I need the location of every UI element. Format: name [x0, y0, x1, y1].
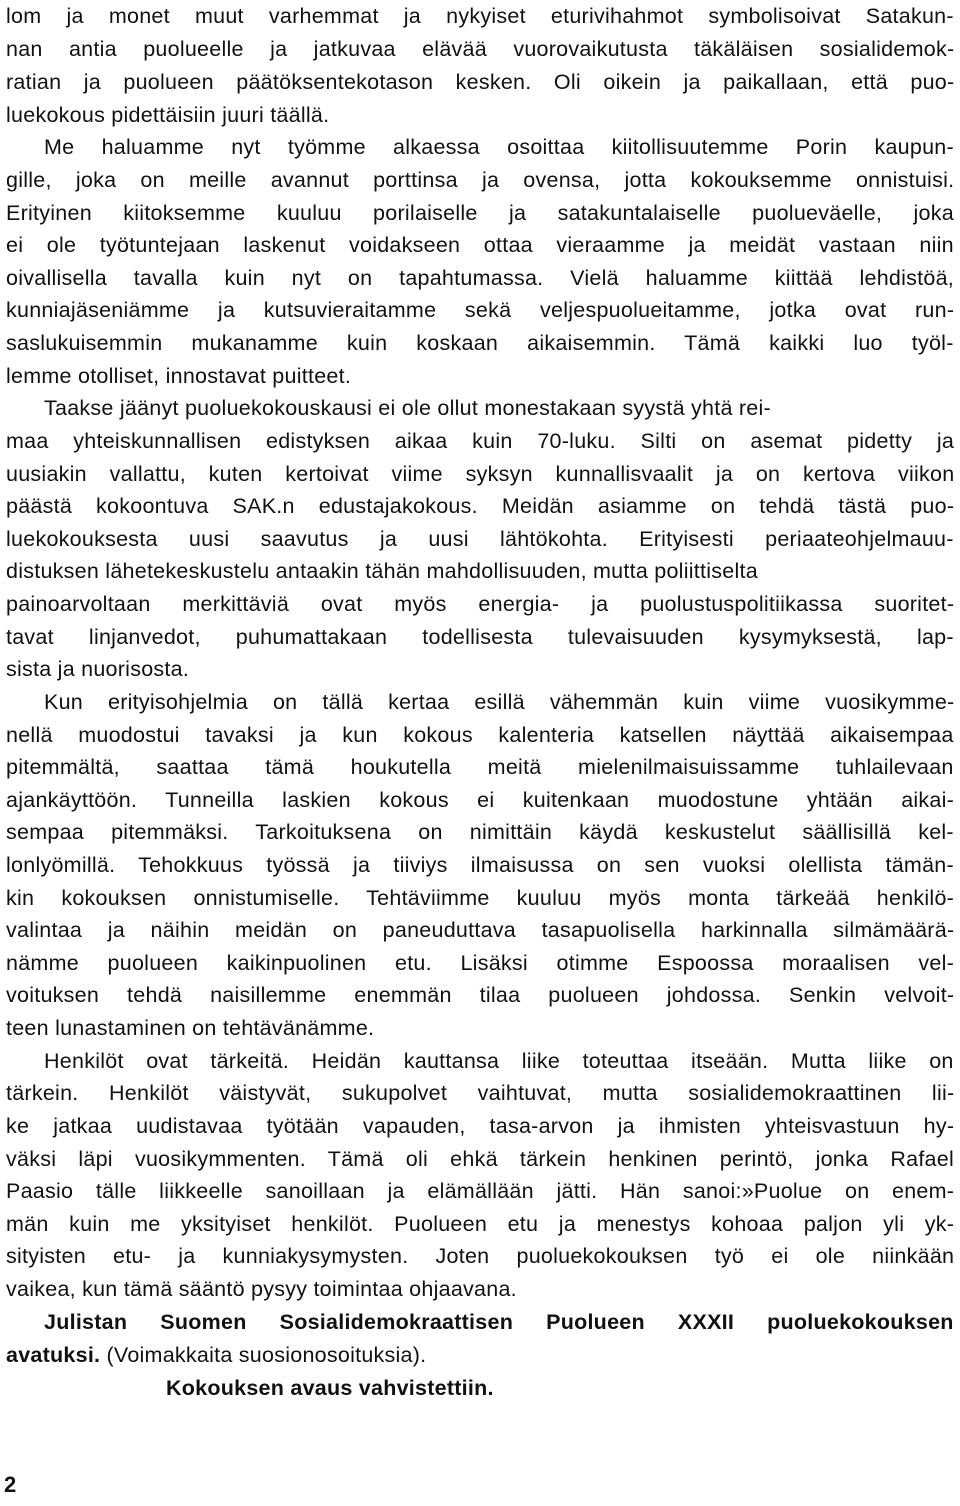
text-line-content: vaikea, kun tämä sääntö pysyy toimintaa ohjaavana. [6, 1277, 517, 1301]
text-line [6, 229, 954, 261]
text-line-content: kin kokouksen onnistumiselle. Tehtäviimme kuuluu myös monta tärkeää henkilö- [6, 886, 955, 910]
text-line-content: Kun erityisohjelmia on tällä kertaa esillä vähemmän kuin viime vuosikymme- [44, 690, 955, 714]
text-line-content: väksi läpi vuosikymmenten. Tämä oli ehkä tärkein henkinen perintö, jonka Rafael [6, 1147, 954, 1171]
text-line [6, 197, 954, 229]
text-line [6, 555, 758, 587]
text-line-continuation: (Voimakkaita suosionosoituksia). [100, 1343, 427, 1367]
text-line [6, 262, 954, 294]
text-line-content: Erityinen kiitoksemme kuuluu porilaiselle ja satakuntalaiselle puolueväelle, joka [6, 201, 954, 225]
text-line [6, 784, 954, 816]
text-line-content: ei ole työtuntejaan laskenut voidakseen ottaa vieraamme ja meidät vastaan niin [6, 233, 954, 257]
text-line [6, 360, 351, 392]
text-line-content: distuksen lähetekeskustelu antaakin tähän mahdollisuuden, mutta poliittiselta [6, 559, 758, 583]
text-line-content: Henkilöt ovat tärkeitä. Heidän kauttansa liike toteuttaa itseään. Mutta liike on [44, 1049, 954, 1073]
text-line [6, 882, 954, 914]
text-line [44, 131, 954, 163]
text-line-content: luekokouksesta uusi saavutus ja uusi lähtökohta. Erityisesti periaateohjelmauu- [6, 527, 954, 551]
text-line-content: nämme puolueen kaikinpuolinen etu. Lisäksi otimme Espoossa moraalisen vel- [6, 951, 955, 975]
text-line-content: Julistan Suomen Sosialidemokraattisen Puolueen XXXII puoluekokouksen [44, 1310, 954, 1334]
text-line [6, 914, 954, 946]
text-line [6, 1339, 426, 1371]
text-line [6, 1208, 954, 1240]
text-line [6, 1110, 954, 1142]
text-line-content: Taakse jäänyt puoluekokouskausi ei ole ollut monestakaan syystä yhtä rei- [44, 396, 771, 420]
text-line [44, 1306, 954, 1338]
text-line-content: sempaa pitemmäksi. Tarkoituksena on nimittäin käydä keskustelut säällisillä kel- [6, 820, 954, 844]
text-line [6, 0, 954, 32]
text-line [6, 979, 954, 1011]
text-line-content: kunniajäseniämme ja kutsuvieraitamme sekä veljespuolueitamme, jotka ovat run- [6, 298, 955, 322]
text-line-content: uusiakin vallattu, kuten kertoivat viime syksyn kunnallisvaalit ja on kertova viikon [6, 462, 955, 486]
text-line-content: oivallisella tavalla kuin nyt on tapahtumassa. Vielä haluamme kiittää lehdistöä, [6, 266, 955, 290]
text-line-content: painoarvoltaan merkittäviä ovat myös energia- ja puolustuspolitiikassa suoritet- [6, 592, 955, 616]
text-line [6, 33, 954, 65]
text-line [6, 1143, 954, 1175]
text-line-content: gille, joka on meille avannut porttinsa ja ovensa, jotta kokouksemme onnistuisi. [6, 168, 955, 192]
text-line-content: päästä kokoontuva SAK.n edustajakokous. Meidän asiamme on tehdä tästä puo- [6, 494, 955, 518]
text-line-content: Paasio tälle liikkeelle sanoillaan ja elämällään jätti. Hän sanoi:»Puolue on enem- [6, 1179, 955, 1203]
page-number: 2 [4, 1472, 17, 1497]
text-line-content: nellä muodostui tavaksi ja kun kokous kalenteria katsellen näyttää aikaisempaa [6, 723, 954, 747]
text-line [6, 99, 329, 131]
text-line-content: lonlyömillä. Tehokkuus työssä ja tiiviys ilmaisussa on sen vuoksi olellista tämän- [6, 853, 954, 877]
text-line [6, 947, 954, 979]
text-line [6, 816, 954, 848]
text-line [6, 588, 954, 620]
text-line-content: maa yhteiskunnallisen edistyksen aikaa kuin 70-luku. Silti on asemat pidetty ja [6, 429, 955, 453]
text-line-content: lemme otolliset, innostavat puitteet. [6, 364, 352, 388]
text-line [6, 1077, 954, 1109]
text-line [6, 849, 954, 881]
text-line-content: tavat linjanvedot, puhumattakaan todellisesta tulevaisuuden kysymyksestä, lap- [6, 625, 954, 649]
text-line [6, 621, 954, 653]
text-line-content: luekokous pidettäisiin juuri täällä. [6, 103, 330, 127]
text-line-content: ke jatkaa uudistavaa työtään vapauden, tasa-arvon ja ihmisten yhteisvastuun hy- [6, 1114, 955, 1138]
text-line [6, 751, 954, 783]
text-line [166, 1372, 494, 1404]
text-line [44, 1045, 954, 1077]
text-line [6, 1240, 954, 1272]
text-line [6, 523, 954, 555]
text-line-content: voituksen tehdä naisillemme enemmän tilaa puolueen johdossa. Senkin velvoit- [6, 983, 955, 1007]
text-line [6, 66, 954, 98]
text-line-content: ajankäyttöön. Tunneilla laskien kokous ei kuitenkaan muodostune yhtään aikai- [6, 788, 955, 812]
text-line-content: Kokouksen avaus vahvistettiin. [166, 1376, 494, 1400]
text-line-content: avatuksi. [6, 1343, 101, 1367]
text-line [6, 653, 189, 685]
text-line-content: sityisten etu- ja kunniakysymysten. Joten puoluekokouksen työ ei ole niinkään [6, 1244, 955, 1268]
text-line-content: ratian ja puolueen päätöksentekotason kesken. Oli oikein ja paikallaan, että puo- [6, 70, 955, 94]
text-line-content: lom ja monet muut varhemmat ja nykyiset eturivihahmot symbolisoivat Satakun- [6, 4, 954, 28]
text-line [6, 1175, 954, 1207]
text-line [6, 1012, 374, 1044]
text-line [6, 327, 954, 359]
text-line-content: Me haluamme nyt työmme alkaessa osoittaa kiitollisuutemme Porin kaupun- [44, 135, 954, 159]
text-line [44, 392, 771, 424]
text-line-content: pitemmältä, saattaa tämä houkutella meitä mielenilmaisuissamme tuhlailevaan [6, 755, 954, 779]
text-line [6, 425, 954, 457]
text-line [6, 458, 954, 490]
text-line-content: män kuin me yksityiset henkilöt. Puolueen etu ja menestys kohoaa paljon yli yk- [6, 1212, 955, 1236]
text-line-content: saslukuisemmin mukanamme kuin koskaan aikaisemmin. Tämä kaikki luo työl- [6, 331, 954, 355]
text-line [6, 490, 954, 522]
text-line [6, 294, 954, 326]
text-line [6, 719, 954, 751]
text-line-content: sista ja nuorisosta. [6, 657, 190, 681]
text-line-content: tärkein. Henkilöt väistyvät, sukupolvet vaihtuvat, mutta sosialidemokraattinen lii- [6, 1081, 955, 1105]
text-line [6, 1273, 517, 1305]
text-line-content: nan antia puolueelle ja jatkuvaa elävää vuorovaikutusta täkäläisen sosialidemok- [6, 37, 955, 61]
text-line [44, 686, 954, 718]
text-line-content: teen lunastaminen on tehtävänämme. [6, 1016, 375, 1040]
text-line-content: valintaa ja näihin meidän on paneuduttava tasapuolisella harkinnalla silmämäärä- [6, 918, 955, 942]
text-line [6, 164, 954, 196]
